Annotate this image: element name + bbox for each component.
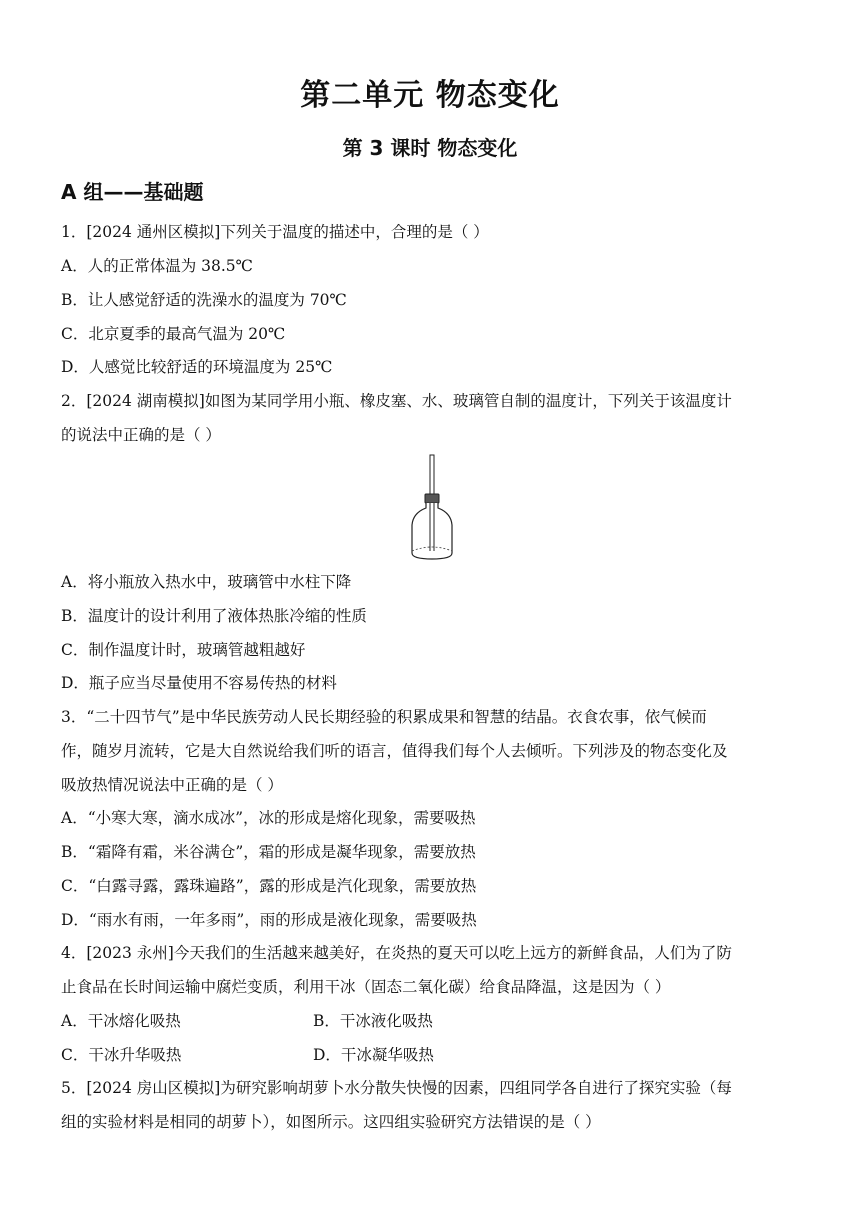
question-3-option-c: C．“白露寻露，露珠遍路”，露的形成是汽化现象，需要放热 <box>61 877 477 895</box>
question-1-option-a: A．人的正常体温为 38.5℃ <box>61 257 253 275</box>
question-2-option-c: C．制作温度计时，玻璃管越粗越好 <box>61 641 306 659</box>
unit-title: 第二单元 物态变化 <box>300 78 560 113</box>
bottle <box>412 503 452 559</box>
question-5-stem-line-2: 组的实验材料是相同的胡萝卜），如图所示。这四组实验研究方法错误的是（ ） <box>61 1113 601 1131</box>
question-3-option-b: B．“霜降有霜，米谷满仓”，霜的形成是凝华现象，需要放热 <box>61 843 476 861</box>
question-3-option-a: A．“小寒大寒，滴水成冰”，冰的形成是熔化现象，需要吸热 <box>61 809 476 827</box>
question-2-option-b: B．温度计的设计利用了液体热胀冷缩的性质 <box>61 607 367 625</box>
question-4-option-c: C．干冰升华吸热 <box>61 1046 182 1064</box>
question-3-stem-line-3: 吸放热情况说法中正确的是（ ） <box>61 776 283 794</box>
question-1-option-d: D．人感觉比较舒适的环境温度为 25℃ <box>61 358 333 376</box>
lesson-title: 第 3 课时 物态变化 <box>342 136 518 160</box>
question-4-option-d: D．干冰凝华吸热 <box>313 1046 434 1064</box>
question-5-stem-line-1: 5．[2024 房山区模拟]为研究影响胡萝卜水分散失快慢的因素，四组同学各自进行了探究实验（每 <box>61 1079 732 1097</box>
question-4-stem-line-2: 止食品在长时间运输中腐烂变质，利用干冰（固态二氧化碳）给食品降温，这是因为（ ） <box>61 978 671 996</box>
question-4-option-b: B．干冰液化吸热 <box>313 1012 433 1030</box>
question-1-option-b: B．让人感觉舒适的洗澡水的温度为 70℃ <box>61 291 347 309</box>
question-4-option-a: A．干冰熔化吸热 <box>61 1012 181 1030</box>
question-2-option-a: A．将小瓶放入热水中，玻璃管中水柱下降 <box>61 573 352 591</box>
question-4-stem-line-1: 4．[2023 永州]今天我们的生活越来越美好，在炎热的夏天可以吃上远方的新鲜食品，人们为了防 <box>61 944 732 962</box>
group-title: A 组——基础题 <box>61 180 204 204</box>
question-3-stem-line-2: 作，随岁月流转，它是大自然说给我们听的语言，值得我们每个人去倾听。下列涉及的物态变化及 <box>61 742 728 760</box>
question-1-option-c: C．北京夏季的最高气温为 20℃ <box>61 325 286 343</box>
question-2-stem-line-1: 2．[2024 湖南模拟]如图为某同学用小瓶、橡皮塞、水、玻璃管自制的温度计，下列关于该温度计 <box>61 392 732 410</box>
question-2-option-d: D．瓶子应当尽量使用不容易传热的材料 <box>61 674 337 692</box>
homemade-thermometer-figure <box>407 453 457 563</box>
rubber-stopper <box>425 494 439 503</box>
question-3-stem-line-1: 3．“二十四节气”是中华民族劳动人民长期经验的积累成果和智慧的结晶。衣食农事，依气候而 <box>61 708 707 726</box>
question-3-option-d: D．“雨水有雨，一年多雨”，雨的形成是液化现象，需要吸热 <box>61 911 477 929</box>
question-2-stem-line-2: 的说法中正确的是（ ） <box>61 426 221 444</box>
question-1-stem: 1．[2024 通州区模拟]下列关于温度的描述中，合理的是（ ） <box>61 223 489 241</box>
glass-tube <box>430 455 434 495</box>
